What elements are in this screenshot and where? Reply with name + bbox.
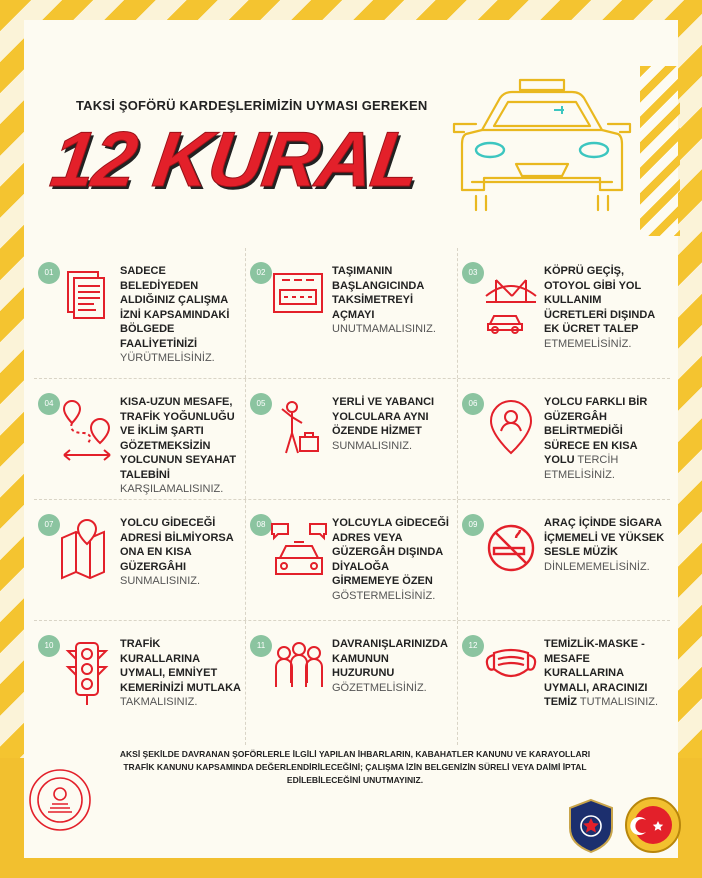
no-smoking-icon [482,518,540,588]
rule-text [544,516,666,574]
rule-bold-text: DAVRANIŞLARINIZDA KAMUNUN HUZURUNU [332,638,448,679]
rule-light-text: TUTMALISINIZ. [579,696,659,708]
rule-bold-text: KÖPRÜ GEÇİŞ, OTOYOL GİBİ YOL KULLANIM ÜCRETLERİ DIŞINDA EK ÜCRET TALEP [544,265,655,335]
rule-number-badge: 04 [38,393,60,415]
rule-text [544,637,666,710]
rule-bold-text: YERLİ VE YABANCI YOLCULARA AYNI ÖZENDE HİZMET [332,396,435,437]
rule-light-text: GÖSTERMELİSİNİZ. [332,589,436,602]
rule-light-text: KARŞILAMALISINIZ. [120,483,224,495]
rule-number-badge: 07 [38,514,60,536]
rule-card-04 [34,379,246,499]
rule-bold-text: ARAÇ İÇİNDE SİGARA İÇMEMELİ VE YÜKSEK SESLE MÜZİK [544,517,665,558]
rule-text [120,637,241,710]
rule-number-badge: 08 [250,514,272,536]
rule-number-badge: 01 [38,262,60,284]
bridge-car-icon [482,266,540,336]
passenger-luggage-icon [270,397,328,467]
rule-light-text: ETMEMELİSİNİZ. [544,337,632,350]
rules-grid [34,248,670,745]
rule-bold-text: TRAFİK KURALLARINA UYMALI, EMNİYET KEMERİNİZİ MUTLAKA [120,638,241,694]
rule-card-07 [34,500,246,620]
rule-text [332,395,453,453]
traffic-light-icon [58,639,116,709]
rule-card-08 [246,500,458,620]
rule-number-badge: 12 [462,635,484,657]
rule-card-02 [246,248,458,378]
rule-text [544,395,666,482]
rule-bold-text: SADECE BELEDİYEDEN ALDIĞINIZ ÇALIŞMA İZNİ KAPSAMINDAKİ BÖLGEDE FAALİYETİNİZİ [120,265,230,350]
route-pins-icon [58,397,116,467]
rules-row [34,621,670,745]
rule-light-text: TERCİH ETMELİSİNİZ. [544,454,619,481]
rule-bold-text: KISA-UZUN MESAFE, TRAFİK YOĞUNLUĞU VE İKLİM ŞARTI GÖZETMEKSİZİN YOLCUNUN SEYAHAT TALEBİNİ [120,396,237,481]
rule-card-11 [246,621,458,745]
rules-row [34,379,670,500]
rule-text [332,637,453,695]
rule-light-text: SUNMALISINIZ. [120,575,201,587]
rule-light-text: SUNMALISINIZ. [332,439,413,452]
crowd-icon [270,639,328,709]
rule-number-badge: 11 [250,635,272,657]
rule-number-badge: 02 [250,262,272,284]
taximeter-icon [270,266,328,336]
gendarmerie-emblem-icon [624,796,682,854]
rules-row [34,500,670,621]
face-mask-icon [482,639,540,709]
rule-bold-text: TEMİZLİK-MASKE -MESAFE KURALLARINA UYMALI, ARACINIZI TEMİZ [544,638,648,708]
rule-light-text: YÜRÜTMELİSİNİZ. [120,352,215,364]
rule-number-badge: 03 [462,262,484,284]
footer-note: AKSİ ŞEKİLDE DAVRANAN ŞOFÖRLERLE İLGİLİ YAPILAN İHBARLARIN, KABAHATLER KANUNU VE KARAYOLLARI TRAFİK KANUNU KAPSAMINDA DEĞERLENDİRİLECEĞİNİ; ÇALIŞMA İZİN BELGENİZİN SÜRELİ VEYA DAİMİ İPTAL EDİLEBİLECEĞİNİ UNUTMAYINIZ. [119,749,591,785]
rule-card-09 [458,500,670,620]
rule-light-text: UNUTMAMALISINIZ. [332,323,436,335]
corner-stripes [640,66,680,236]
header-title: 12 KURAL [45,115,424,203]
rule-card-12 [458,621,670,745]
rules-row [34,248,670,379]
rule-bold-text: YOLCU GİDECEĞİ ADRESİ BİLMİYORSA ONA EN KISA GÜZERGÂHI [120,517,234,573]
rule-text [120,264,241,366]
content-panel [24,20,678,858]
documents-icon [58,266,116,336]
rule-light-text: TAKMALISINIZ. [120,696,198,708]
ministry-seal-icon [28,768,92,832]
rule-text [544,264,666,351]
rule-light-text: GÖZETMELİSİNİZ. [332,681,427,694]
rule-card-06 [458,379,670,499]
map-pin-icon [58,518,116,588]
rule-card-03 [458,248,670,378]
header-subtitle: TAKSİ ŞOFÖRÜ KARDEŞLERİMİZİN UYMASI GEREKEN [76,98,428,113]
rule-number-badge: 10 [38,635,60,657]
rule-text [332,516,453,603]
rule-bold-text: YOLCUYLA GİDECEĞİ ADRES VEYA GÜZERGÂH DIŞINDA DİYALOĞA GİRMEMEYE ÖZEN [332,517,449,587]
rule-text [332,264,453,337]
rule-number-badge: 09 [462,514,484,536]
rule-card-01 [34,248,246,378]
rule-card-10 [34,621,246,745]
rule-bold-text: YOLCU FARKLI BİR GÜZERGÂH BELİRTMEDİĞİ SÜRECE EN KISA YOLU [544,396,648,466]
taxi-illustration-icon [442,68,642,218]
taxi-chat-icon [270,518,328,588]
rule-text [120,516,241,589]
person-pin-icon [482,397,540,467]
rule-number-badge: 05 [250,393,272,415]
rule-text [120,395,241,497]
rule-number-badge: 06 [462,393,484,415]
rule-bold-text: TAŞIMANIN BAŞLANGICINDA TAKSİMETREYİ AÇMAYI [332,265,424,321]
rule-card-05 [246,379,458,499]
rule-light-text: DİNLEMEMELİSİNİZ. [544,560,650,573]
police-emblem-icon [568,798,614,854]
